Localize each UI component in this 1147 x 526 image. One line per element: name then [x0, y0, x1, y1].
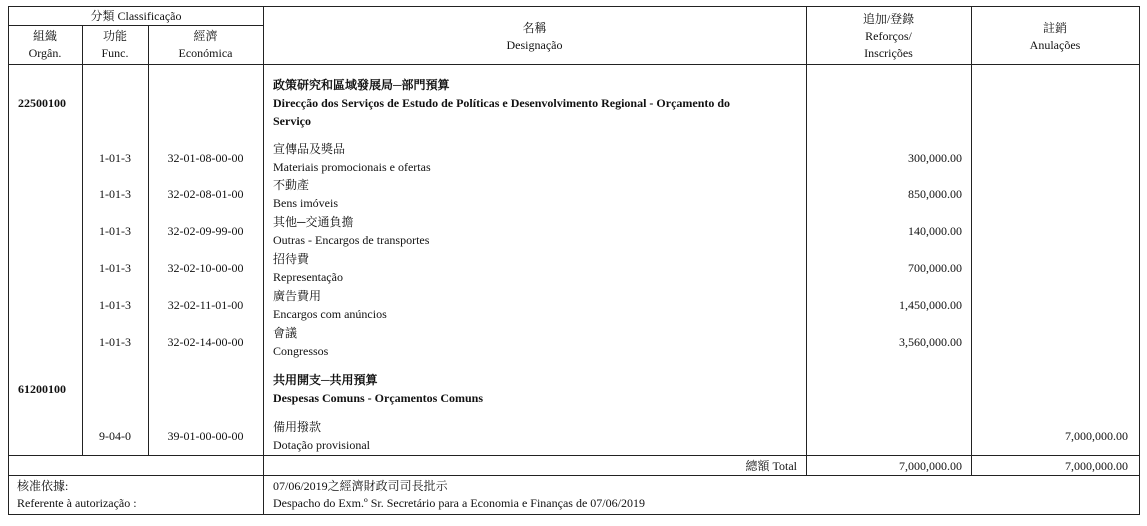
row-desig-zh: 宣傳品及獎品 [273, 142, 346, 156]
econ-header-pt: Económica [178, 46, 233, 60]
row-func: 1-01-3 [99, 335, 131, 349]
organ-header-zh: 組織 [32, 29, 57, 43]
section-title-pt-cont: Serviço [273, 114, 311, 128]
row-desig-zh: 不動產 [273, 178, 310, 192]
section-organ-code: 22500100 [18, 96, 66, 110]
row-econ: 32-02-14-00-00 [167, 335, 244, 349]
row-desig-zh: 備用撥款 [273, 420, 322, 434]
row-desig-pt: Outras - Encargos de transportes [273, 233, 430, 247]
section-title-zh: 政策研究和區域發展局─部門預算 [273, 78, 450, 92]
row-desig-zh: 廣告費用 [273, 289, 322, 303]
row-econ: 32-01-08-00-00 [167, 151, 244, 165]
total-reforcos: 7,000,000.00 [899, 459, 962, 473]
row-desig-zh: 會議 [273, 326, 298, 340]
designation-header-pt: Designação [506, 38, 563, 52]
col-divider-reforcos [971, 6, 972, 476]
row-econ: 32-02-11-01-00 [167, 298, 244, 312]
col-divider-desig [806, 6, 807, 476]
row-desig-zh: 招待費 [273, 252, 310, 266]
col-divider-organ [82, 25, 83, 456]
row-econ: 39-01-00-00-00 [167, 429, 244, 443]
right-border [1139, 6, 1140, 515]
row-func: 1-01-3 [99, 187, 131, 201]
row-reforco: 850,000.00 [908, 187, 962, 201]
row-func: 1-01-3 [99, 261, 131, 275]
row-anulacao: 7,000,000.00 [1065, 429, 1128, 443]
econ-header-zh: 經濟 [193, 29, 218, 43]
authorization-text-zh: 07/06/2019之經濟財政司司長批示 [273, 479, 448, 493]
row-desig-zh: 其他─交通負擔 [273, 215, 354, 229]
row-desig-pt: Materiais promocionais e ofertas [273, 160, 431, 174]
row-func: 1-01-3 [99, 224, 131, 238]
row-func: 1-01-3 [99, 298, 131, 312]
row-reforco: 700,000.00 [908, 261, 962, 275]
total-label: 總額 Total [745, 459, 797, 473]
section-title-zh: 共用開支─共用預算 [273, 373, 378, 387]
anulacoes-header-zh: 註銷 [1042, 21, 1067, 35]
authorization-label-zh: 核准依據: [17, 479, 69, 493]
row-desig-pt: Representação [273, 270, 343, 284]
func-header-zh: 功能 [102, 29, 127, 43]
authorization-text-pt: Despacho do Exm.º Sr. Secretário para a Economia e Finanças de 07/06/2019 [273, 496, 645, 510]
row-desig-pt: Congressos [273, 344, 329, 358]
row-reforco: 140,000.00 [908, 224, 962, 238]
reforcos-header-pt2: Inscrições [864, 46, 913, 60]
organ-header-pt: Orgân. [28, 46, 62, 60]
section-organ-code: 61200100 [18, 382, 66, 396]
reforcos-header-pt1: Reforços/ [865, 29, 912, 43]
designation-header-zh: 名稱 [522, 21, 547, 35]
left-border [8, 6, 9, 515]
bottom-border [8, 514, 1140, 515]
classification-header: 分類 Classificação [90, 9, 182, 23]
func-header-pt: Func. [101, 46, 129, 60]
row-econ: 32-02-08-01-00 [167, 187, 244, 201]
classification-divider [8, 25, 264, 26]
row-func: 9-04-0 [99, 429, 131, 443]
anulacoes-header-pt: Anulações [1029, 38, 1081, 52]
row-reforco: 3,560,000.00 [899, 335, 962, 349]
section-title-pt: Despesas Comuns - Orçamentos Comuns [273, 391, 484, 405]
row-func: 1-01-3 [99, 151, 131, 165]
row-desig-pt: Encargos com anúncios [273, 307, 387, 321]
reforcos-header-zh: 追加/登錄 [862, 12, 915, 26]
row-econ: 32-02-10-00-00 [167, 261, 244, 275]
section-title-pt: Direcção dos Serviços de Estudo de Políticas e Desenvolvimento Regional - Orçamento do [273, 96, 731, 110]
row-econ: 32-02-09-99-00 [167, 224, 244, 238]
col-divider-func [148, 25, 149, 456]
row-desig-pt: Dotação provisional [273, 438, 370, 452]
total-anulacoes: 7,000,000.00 [1065, 459, 1128, 473]
row-desig-pt: Bens imóveis [273, 196, 338, 210]
row-reforco: 300,000.00 [908, 151, 962, 165]
authorization-label-pt: Referente à autorização : [17, 496, 137, 510]
row-reforco: 1,450,000.00 [899, 298, 962, 312]
col-divider-econ [263, 6, 264, 515]
